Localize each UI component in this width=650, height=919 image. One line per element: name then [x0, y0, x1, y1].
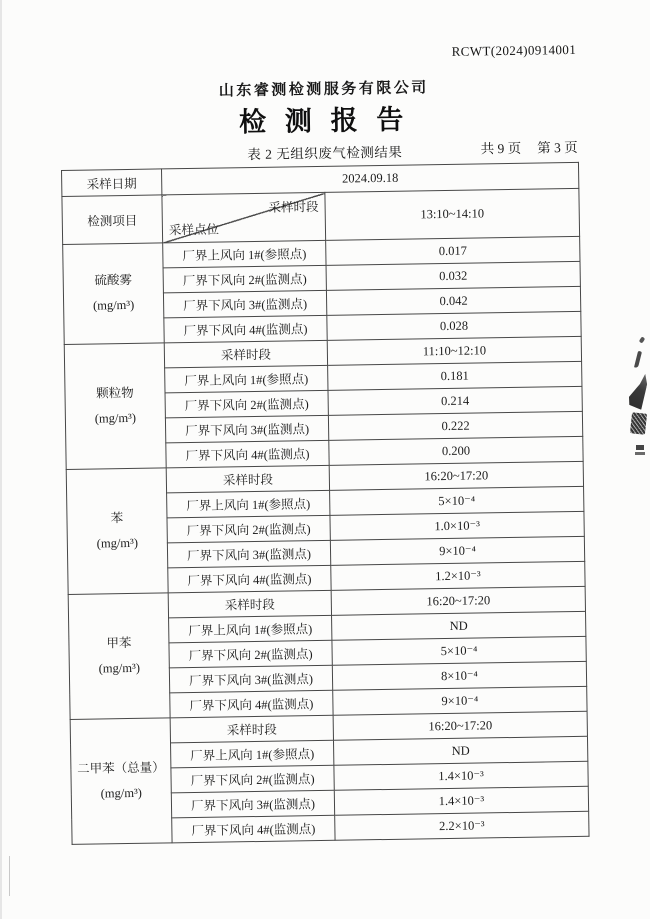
analyte-name: 二甲苯（总量） [77, 760, 165, 776]
analyte-unit: (mg/m³) [92, 297, 135, 313]
point-label: 厂界下风向 4#(监测点) [164, 315, 327, 343]
point-label: 厂界下风向 3#(监测点) [169, 665, 332, 693]
analyte-unit: (mg/m³) [96, 535, 139, 550]
point-label: 厂界下风向 2#(监测点) [163, 265, 326, 293]
value-cell: 1.4×10⁻³ [334, 786, 588, 815]
value-cell: 1.4×10⁻³ [334, 761, 588, 790]
analyte-name: 颗粒物 [96, 385, 134, 401]
point-label: 厂界下风向 3#(监测点) [163, 290, 326, 318]
table-row [62, 188, 580, 244]
value-cell: 1.2×10⁻³ [331, 561, 585, 590]
period-row-label: 采样时段 [164, 340, 327, 368]
point-label: 厂界下风向 4#(监测点) [166, 440, 329, 468]
analyte-cell [68, 593, 170, 720]
point-label: 厂界下风向 3#(监测点) [167, 540, 330, 568]
point-label: 厂界下风向 4#(监测点) [170, 690, 333, 718]
point-label: 厂界上风向 1#(参照点) [165, 365, 328, 393]
analyte-unit: (mg/m³) [94, 410, 137, 426]
value-cell: 8×10⁻⁴ [332, 661, 586, 690]
value-cell: 0.214 [328, 386, 582, 415]
analyte-cell [70, 718, 172, 845]
value-cell: 9×10⁻⁴ [333, 686, 587, 715]
analyte-name: 苯 [110, 510, 124, 526]
point-label: 厂界上风向 1#(参照点) [167, 490, 330, 518]
period-value: 16:20~17:20 [329, 461, 583, 490]
value-cell: ND [333, 736, 587, 765]
company-name: 山东睿测检测服务有限公司 [218, 80, 429, 100]
value-cell: 0.042 [326, 286, 580, 315]
analyte-unit: (mg/m³) [98, 660, 141, 675]
analyte-cell [66, 468, 168, 595]
value-cell: 1.0×10⁻³ [330, 511, 584, 540]
point-label: 厂界下风向 2#(监测点) [169, 640, 332, 668]
project-label: 检测项目 [62, 195, 163, 245]
value-cell: 0.032 [326, 261, 580, 290]
value-cell: 2.2×10⁻³ [335, 811, 589, 840]
analyte-cell [63, 243, 165, 345]
diagonal-header-cell [162, 192, 326, 243]
period-value: 16:20~17:20 [331, 586, 585, 615]
report-number: RCWT(2024)0914001 [451, 41, 577, 59]
period-row-label: 采样时段 [166, 465, 329, 493]
analyte-cell [64, 343, 166, 470]
period-header-label: 采样时段 [268, 199, 319, 215]
point-label: 厂界下风向 2#(监测点) [171, 765, 334, 793]
period-row-label: 采样时段 [170, 715, 333, 743]
point-label: 厂界下风向 4#(监测点) [168, 565, 331, 593]
point-label: 厂界下风向 3#(监测点) [165, 415, 328, 443]
page-info [481, 136, 578, 158]
period-value: 16:20~17:20 [333, 711, 587, 740]
value-cell: 0.222 [328, 411, 582, 440]
results-table [61, 162, 590, 845]
analyte-unit: (mg/m³) [100, 785, 143, 800]
period-value: 11:10~12:10 [327, 336, 581, 365]
value-cell: 9×10⁻⁴ [330, 536, 584, 565]
period-value: 13:10~14:10 [325, 188, 580, 240]
value-cell: 5×10⁻⁴ [330, 486, 584, 515]
scan-edge-artifact [9, 856, 10, 896]
analyte-name: 甲苯 [106, 635, 132, 651]
sampling-date-value: 2024.09.18 [161, 162, 578, 195]
value-cell: 0.200 [329, 436, 583, 465]
sampling-date-label: 采样日期 [62, 169, 162, 197]
value-cell: 5×10⁻⁴ [332, 636, 586, 665]
point-label: 厂界上风向 1#(参照点) [169, 615, 332, 643]
value-cell: 0.028 [327, 311, 581, 340]
table-caption: 表 2 无组织废气检测结果 [247, 144, 403, 163]
value-cell: ND [332, 611, 586, 640]
point-label: 厂界上风向 1#(参照点) [171, 740, 334, 768]
value-cell: 0.181 [328, 361, 582, 390]
value-cell: 0.017 [326, 236, 580, 265]
point-label: 厂界下风向 2#(监测点) [167, 515, 330, 543]
page-total: 共 9 页 [480, 140, 522, 157]
point-label: 厂界下风向 4#(监测点) [172, 815, 335, 843]
report-title: 检 测 报 告 [238, 104, 410, 138]
period-row-label: 采样时段 [168, 590, 331, 618]
point-header-label: 采样点位 [168, 222, 220, 238]
point-label: 厂界下风向 3#(监测点) [171, 790, 334, 818]
analyte-name: 硫酸雾 [94, 273, 133, 288]
point-label: 厂界下风向 2#(监测点) [165, 390, 328, 418]
page-current: 第 3 页 [537, 139, 578, 156]
point-label: 厂界上风向 1#(参照点) [163, 240, 326, 268]
